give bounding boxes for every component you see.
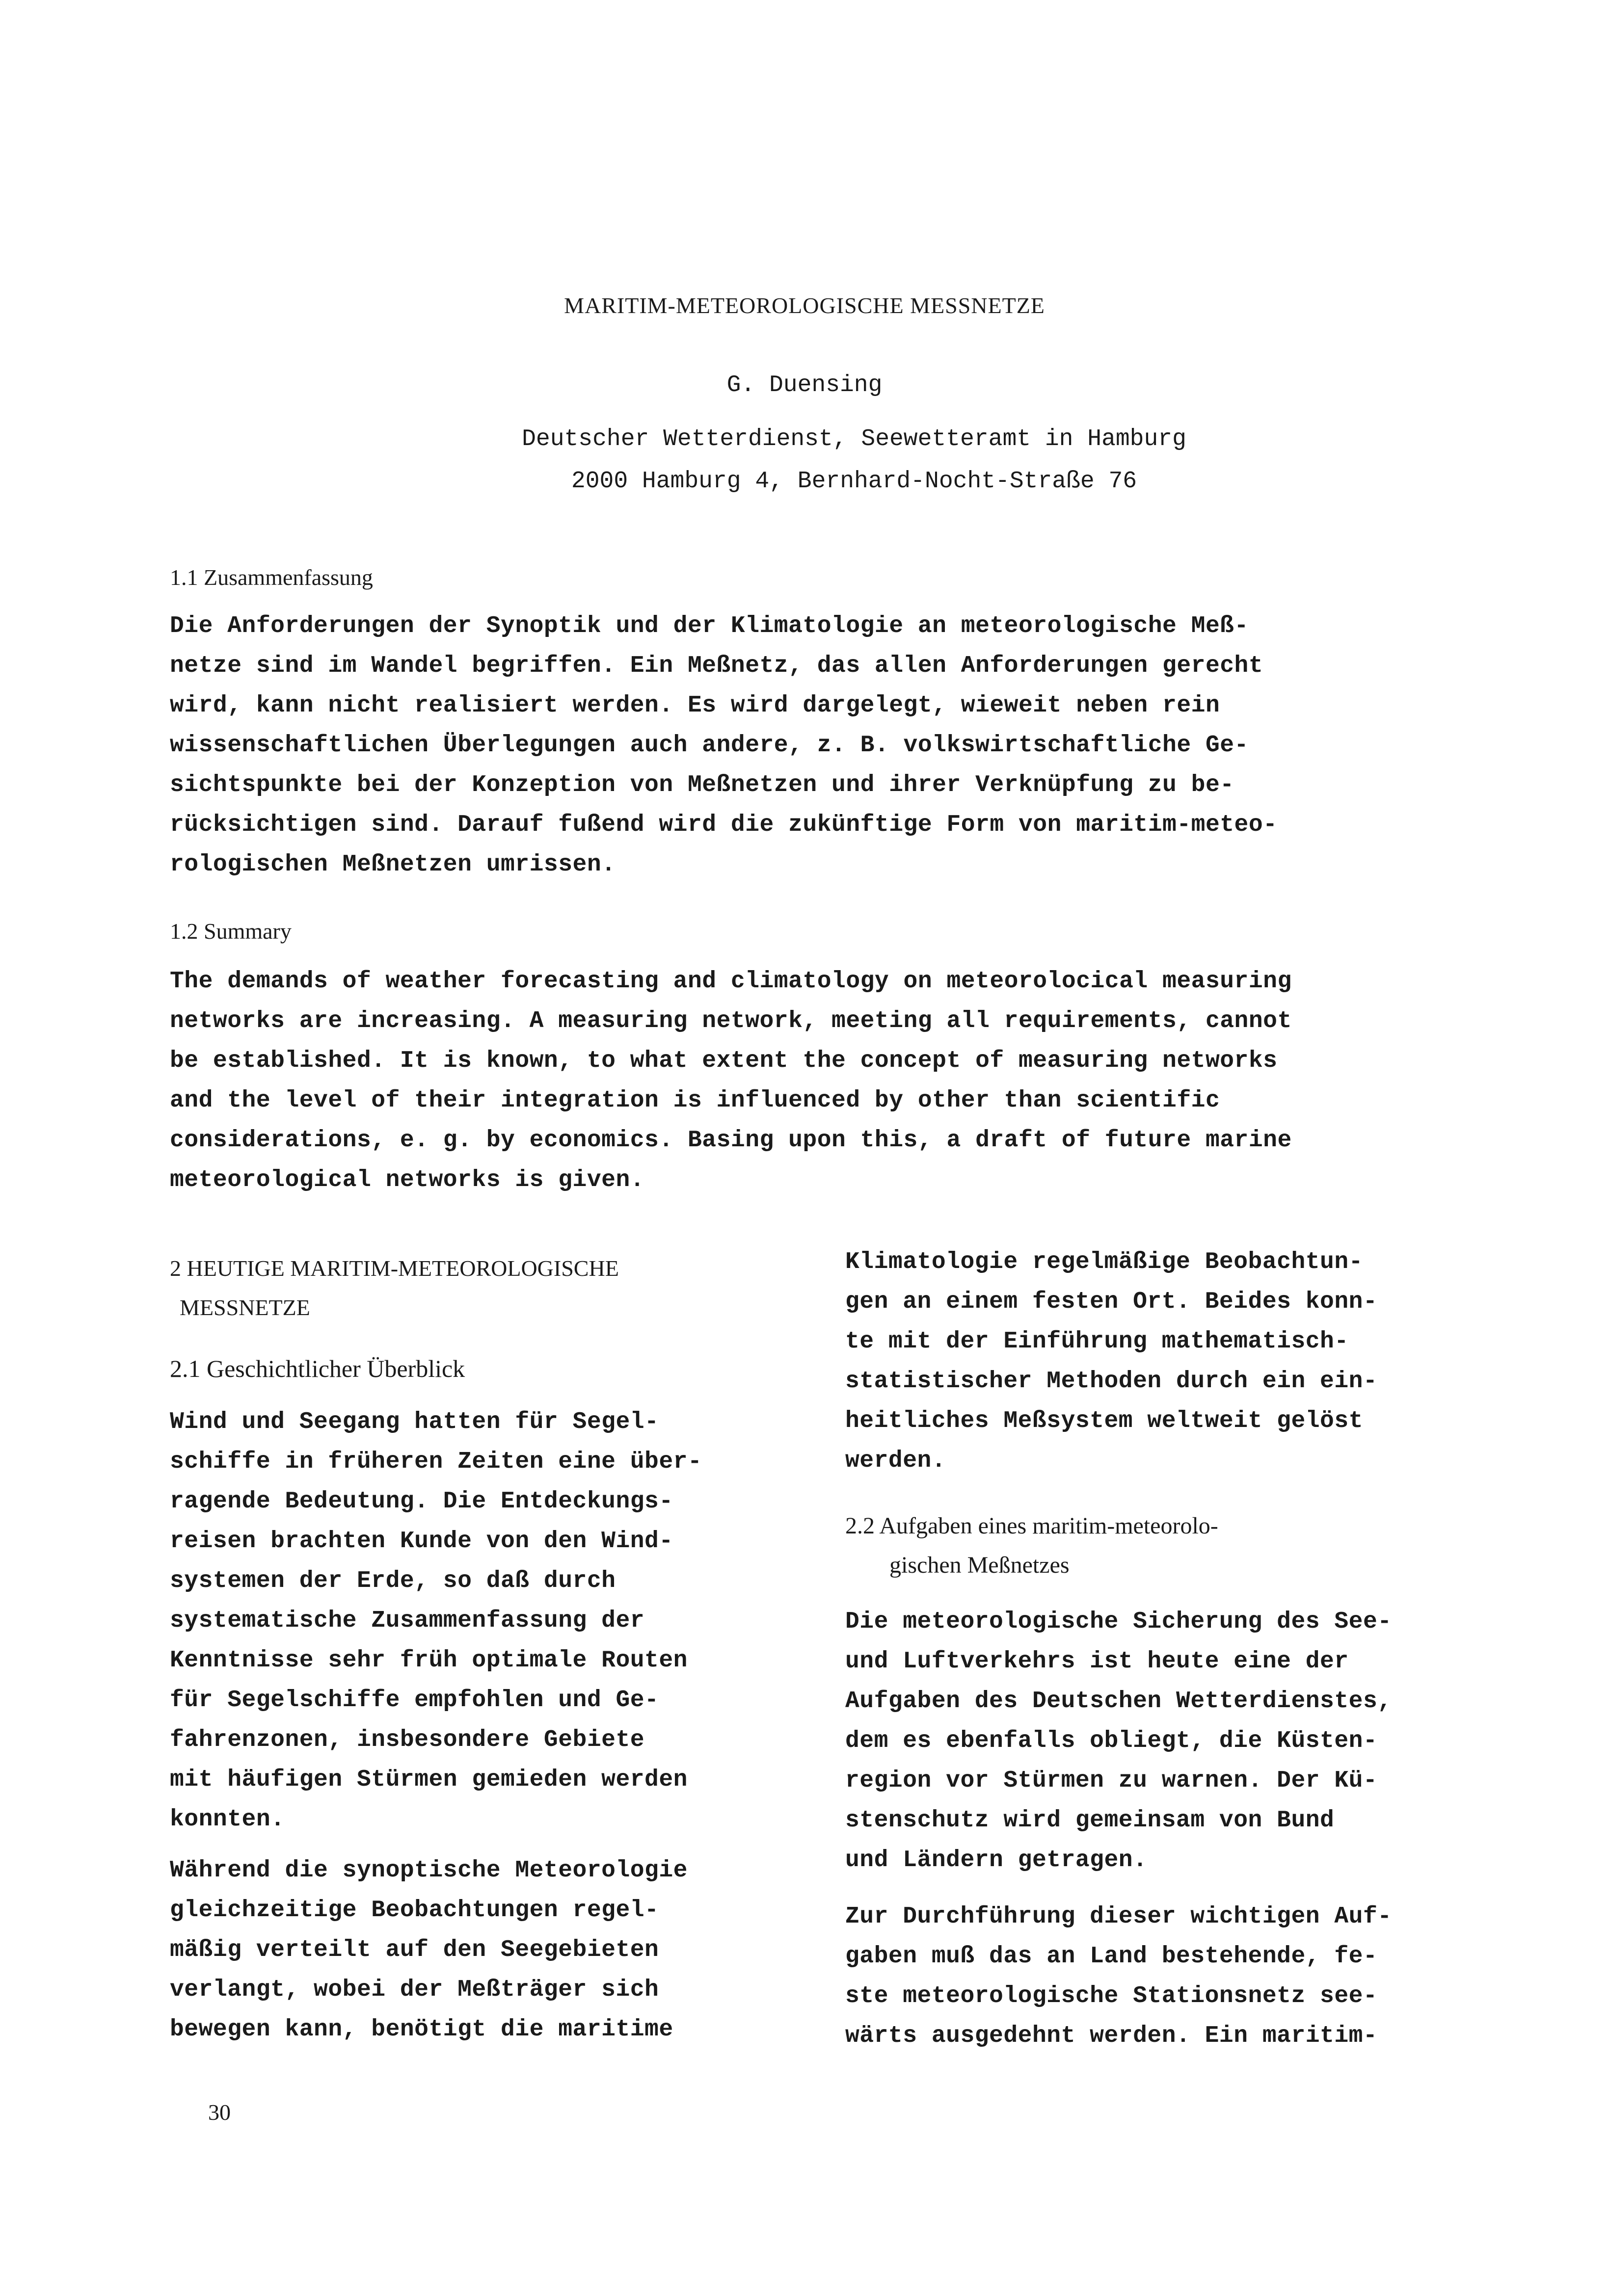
text-line: verlangt, wobei der Meßträger sich bbox=[170, 1977, 659, 2003]
text-line: Wind und Seegang hatten für Segel- bbox=[170, 1409, 659, 1435]
text-line: Zur Durchführung dieser wichtigen Auf- bbox=[845, 1903, 1392, 1930]
section-heading-summary: 1.2 Summary bbox=[170, 919, 292, 944]
text-line: schiffe in früheren Zeiten eine über- bbox=[170, 1449, 702, 1475]
text-line: konnten. bbox=[170, 1806, 285, 1833]
text-line: dem es ebenfalls obliegt, die Küsten- bbox=[845, 1728, 1378, 1754]
heading-line: 2 HEUTIGE MARITIM-METEOROLOGISCHE bbox=[170, 1256, 619, 1281]
text-line: für Segelschiffe empfohlen und Ge- bbox=[170, 1687, 659, 1714]
text-line: Die meteorologische Sicherung des See- bbox=[845, 1609, 1392, 1635]
paragraph-history-2 bbox=[170, 1851, 808, 2050]
text-line: be established. It is known, to what extent the concept of measuring networks bbox=[170, 1048, 1278, 1074]
text-line: meteorological networks is given. bbox=[170, 1167, 645, 1193]
text-line: wissenschaftlichen Überlegungen auch andere, z. B. volkswirtschaftliche Ge- bbox=[170, 732, 1249, 759]
paragraph-history-2-continued bbox=[845, 1242, 1483, 1481]
text-line: wärts ausgedehnt werden. Ein maritim- bbox=[845, 2023, 1378, 2049]
text-line: systematische Zusammenfassung der bbox=[170, 1608, 645, 1634]
text-line: mäßig verteilt auf den Seegebieten bbox=[170, 1937, 659, 1963]
text-line: region vor Stürmen zu warnen. Der Kü- bbox=[845, 1768, 1378, 1794]
text-line: systemen der Erde, so daß durch bbox=[170, 1568, 616, 1594]
text-line: Klimatologie regelmäßige Beobachtun- bbox=[845, 1249, 1363, 1275]
author-affiliation bbox=[461, 418, 1247, 502]
text-line: considerations, e. g. by economics. Basing upon this, a draft of future marine bbox=[170, 1127, 1292, 1154]
heading-line: MESSNETZE bbox=[180, 1295, 310, 1320]
text-line: ragende Bedeutung. Die Entdeckungs- bbox=[170, 1488, 673, 1515]
text-line: netze sind im Wandel begriffen. Ein Meßnetz, das allen Anforderungen gerecht bbox=[170, 653, 1263, 679]
text-line: mit häufigen Stürmen gemieden werden bbox=[170, 1767, 688, 1793]
text-line: wird, kann nicht realisiert werden. Es wird dargelegt, wieweit neben rein bbox=[170, 692, 1220, 719]
section-heading-zusammenfassung: 1.1 Zusammenfassung bbox=[170, 565, 373, 590]
text-line: ste meteorologische Stationsnetz see- bbox=[845, 1983, 1378, 2009]
abstract-english bbox=[170, 962, 1456, 1200]
section-heading-heutige-messnetze bbox=[170, 1249, 619, 1327]
text-line: sichtspunkte bei der Konzeption von Meßnetzen und ihrer Verknüpfung zu be- bbox=[170, 772, 1234, 798]
paper-title: MARITIM-METEOROLOGISCHE MESSNETZE bbox=[564, 293, 1045, 318]
text-line: The demands of weather forecasting and climatology on meteorolocical measuring bbox=[170, 968, 1292, 995]
text-line: statistischer Methoden durch ein ein- bbox=[845, 1368, 1378, 1395]
text-line: networks are increasing. A measuring network, meeting all requirements, cannot bbox=[170, 1008, 1292, 1034]
text-line: und Luftverkehrs ist heute eine der bbox=[845, 1648, 1349, 1675]
text-line: werden. bbox=[845, 1448, 946, 1474]
affiliation-line: 2000 Hamburg 4, Bernhard-Nocht-Straße 76 bbox=[571, 468, 1137, 495]
heading-line: gischen Meßnetzes bbox=[889, 1552, 1070, 1578]
affiliation-line: Deutscher Wetterdienst, Seewetteramt in Hamburg bbox=[522, 426, 1186, 452]
text-line: gen an einem festen Ort. Beides konn- bbox=[845, 1289, 1378, 1315]
paragraph-tasks-1 bbox=[845, 1602, 1483, 1880]
paragraph-tasks-2 bbox=[845, 1897, 1483, 2056]
heading-line: 2.2 Aufgaben eines maritim-meteorolo- bbox=[845, 1513, 1218, 1539]
text-line: gaben muß das an Land bestehende, fe- bbox=[845, 1943, 1378, 1970]
text-line: Die Anforderungen der Synoptik und der Klimatologie an meteorologische Meß- bbox=[170, 613, 1249, 639]
text-line: reisen brachten Kunde von den Wind- bbox=[170, 1528, 673, 1555]
text-line: und Ländern getragen. bbox=[845, 1847, 1148, 1874]
author-name: G. Duensing bbox=[726, 372, 883, 398]
text-line: te mit der Einführung mathematisch- bbox=[845, 1328, 1349, 1355]
text-line: stenschutz wird gemeinsam von Bund bbox=[845, 1807, 1335, 1834]
text-line: Während die synoptische Meteorologie bbox=[170, 1857, 688, 1884]
section-heading-aufgaben-messnetz bbox=[845, 1506, 1218, 1585]
abstract-german bbox=[170, 607, 1456, 885]
text-line: rücksichtigen sind. Darauf fußend wird die zukünftige Form von maritim-meteo- bbox=[170, 812, 1278, 838]
text-line: fahrenzonen, insbesondere Gebiete bbox=[170, 1727, 645, 1753]
paragraph-history-1 bbox=[170, 1402, 808, 1840]
text-line: Aufgaben des Deutschen Wetterdienstes, bbox=[845, 1688, 1392, 1715]
text-line: rologischen Meßnetzen umrissen. bbox=[170, 851, 616, 878]
text-line: bewegen kann, benötigt die maritime bbox=[170, 2016, 673, 2043]
page-number: 30 bbox=[208, 2100, 231, 2125]
text-line: gleichzeitige Beobachtungen regel- bbox=[170, 1897, 659, 1924]
section-heading-geschichtlicher-ueberblick: 2.1 Geschichtlicher Überblick bbox=[170, 1355, 465, 1382]
text-line: Kenntnisse sehr früh optimale Routen bbox=[170, 1647, 688, 1674]
text-line: heitliches Meßsystem weltweit gelöst bbox=[845, 1408, 1363, 1434]
text-line: and the level of their integration is influenced by other than scientific bbox=[170, 1087, 1220, 1114]
